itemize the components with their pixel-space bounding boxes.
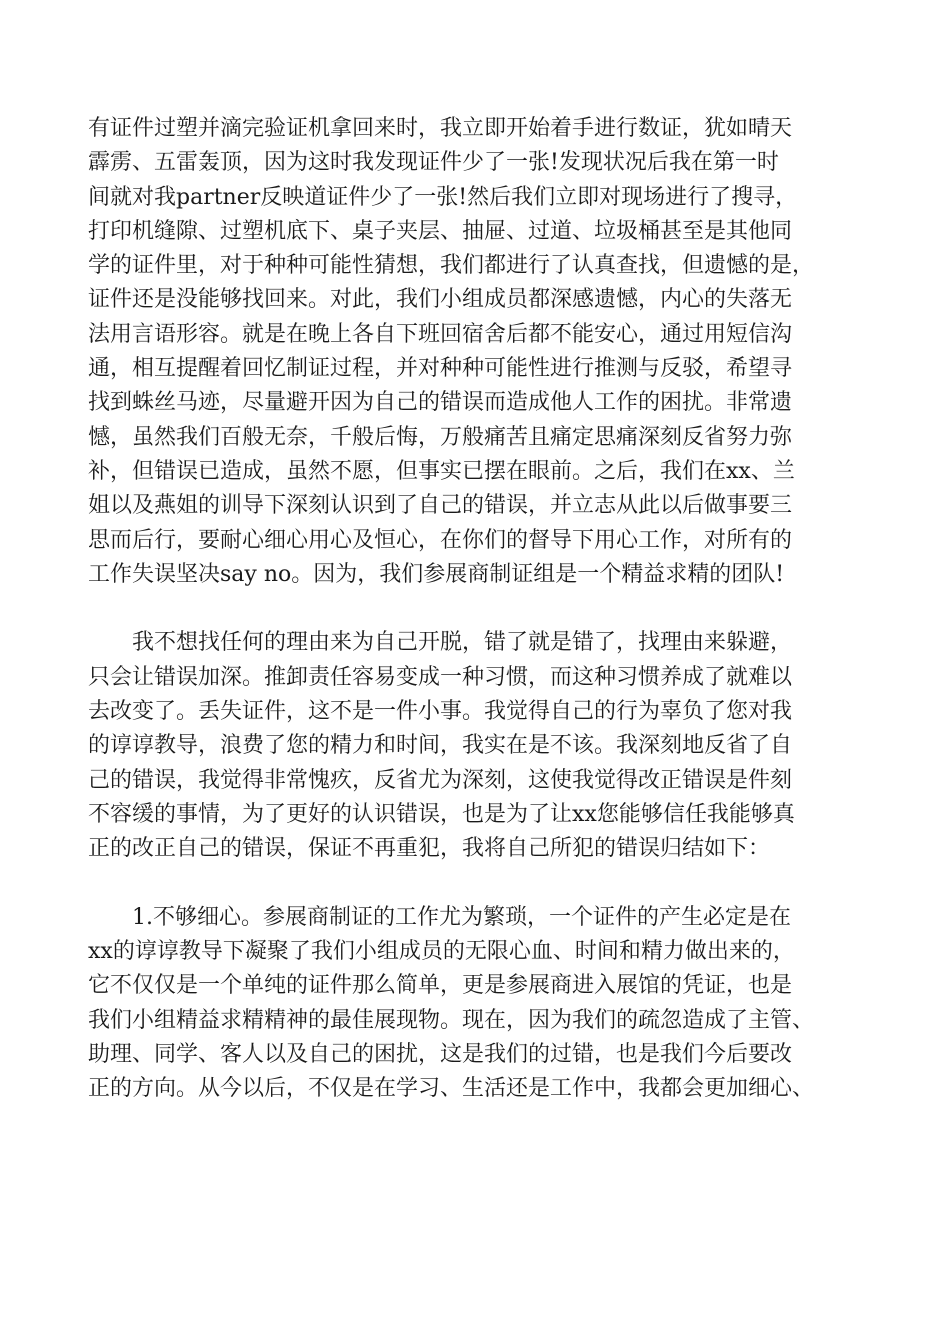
text-line: xx的谆谆教导下凝聚了我们小组成员的无限心血、时间和精力做出来的， [88, 939, 795, 965]
text-line: 它不仅仅是一个单纯的证件那么简单，更是参展商进入展馆的凭证，也是 [88, 973, 793, 999]
text-line: 只会让错误加深。推卸责任容易变成一种习惯，而这种习惯养成了就难以 [88, 664, 793, 690]
text-line: 法用言语形容。就是在晚上各自下班回宿舍后都不能安心，通过用短信沟 [88, 321, 793, 347]
text-line: 找到蛛丝马迹，尽量避开因为自己的错误而造成他人工作的困扰。非常遗 [88, 390, 793, 416]
text-line: 的谆谆教导，浪费了您的精力和时间，我实在是不该。我深刻地反省了自 [88, 733, 793, 759]
text-line: 1.不够细心。参展商制证的工作尤为繁琐，一个证件的产生必定是在 [88, 904, 791, 930]
text-line: 霹雳、五雷轰顶，因为这时我发现证件少了一张!发现状况后我在第一时 [88, 150, 779, 176]
text-line: 我们小组精益求精精神的最佳展现物。现在，因为我们的疏忽造成了主管、 [88, 1007, 815, 1033]
paragraph-spacer [88, 867, 878, 901]
paragraph-point-one [88, 901, 878, 1107]
text-line: 有证件过塑并滴完验证机拿回来时，我立即开始着手进行数证，犹如晴天 [88, 116, 793, 141]
text-line: 学的证件里，对于种种可能性猜想，我们都进行了认真查找，但遗憾的是， [88, 253, 815, 279]
text-line: 打印机缝隙、过塑机底下、桌子夹层、抽屉、过道、垃圾桶甚至是其他同 [88, 218, 793, 244]
text-line: 工作失误坚决say no。因为，我们参展商制证组是一个精益求精的团队! [88, 561, 785, 587]
document-body [88, 112, 878, 1107]
text-line: 姐以及燕姐的训导下深刻认识到了自己的错误，并立志从此以后做事要三 [88, 493, 793, 519]
text-line: 助理、同学、客人以及自己的困扰，这是我们的过错，也是我们今后要改 [88, 1042, 793, 1068]
text-line: 正的方向。从今以后，不仅是在学习、生活还是工作中，我都会更加细心、 [88, 1076, 815, 1102]
text-line: 己的错误，我觉得非常愧疚，反省尤为深刻，这使我觉得改正错误是件刻 [88, 767, 793, 793]
text-line: 证件还是没能够找回来。对此，我们小组成员都深感遗憾，内心的失落无 [88, 287, 793, 313]
text-line: 通，相互提醒着回忆制证过程，并对种种可能性进行推测与反驳，希望寻 [88, 356, 793, 382]
text-line: 补，但错误已造成，虽然不愿，但事实已摆在眼前。之后，我们在xx、兰 [88, 458, 795, 484]
text-line: 正的改正自己的错误，保证不再重犯，我将自己所犯的错误归结如下： [88, 836, 771, 862]
paragraph-no-excuses [88, 626, 878, 866]
paragraph-spacer [88, 592, 878, 626]
text-line: 间就对我partner反映道证件少了一张!然后我们立即对现场进行了搜寻， [88, 184, 798, 210]
text-line: 去改变了。丢失证件，这不是一件小事。我觉得自己的行为辜负了您对我 [88, 699, 793, 725]
text-line: 不容缓的事情，为了更好的认识错误，也是为了让xx您能够信任我能够真 [88, 801, 795, 827]
text-line: 思而后行，要耐心细心用心及恒心，在你们的督导下用心工作，对所有的 [88, 527, 793, 553]
text-line: 憾，虽然我们百般无奈，千般后悔，万般痛苦且痛定思痛深刻反省努力弥 [88, 424, 793, 450]
paragraph-lost-certificate [88, 112, 878, 592]
text-line: 我不想找任何的理由来为自己开脱，错了就是错了，找理由来躲避， [88, 630, 793, 656]
